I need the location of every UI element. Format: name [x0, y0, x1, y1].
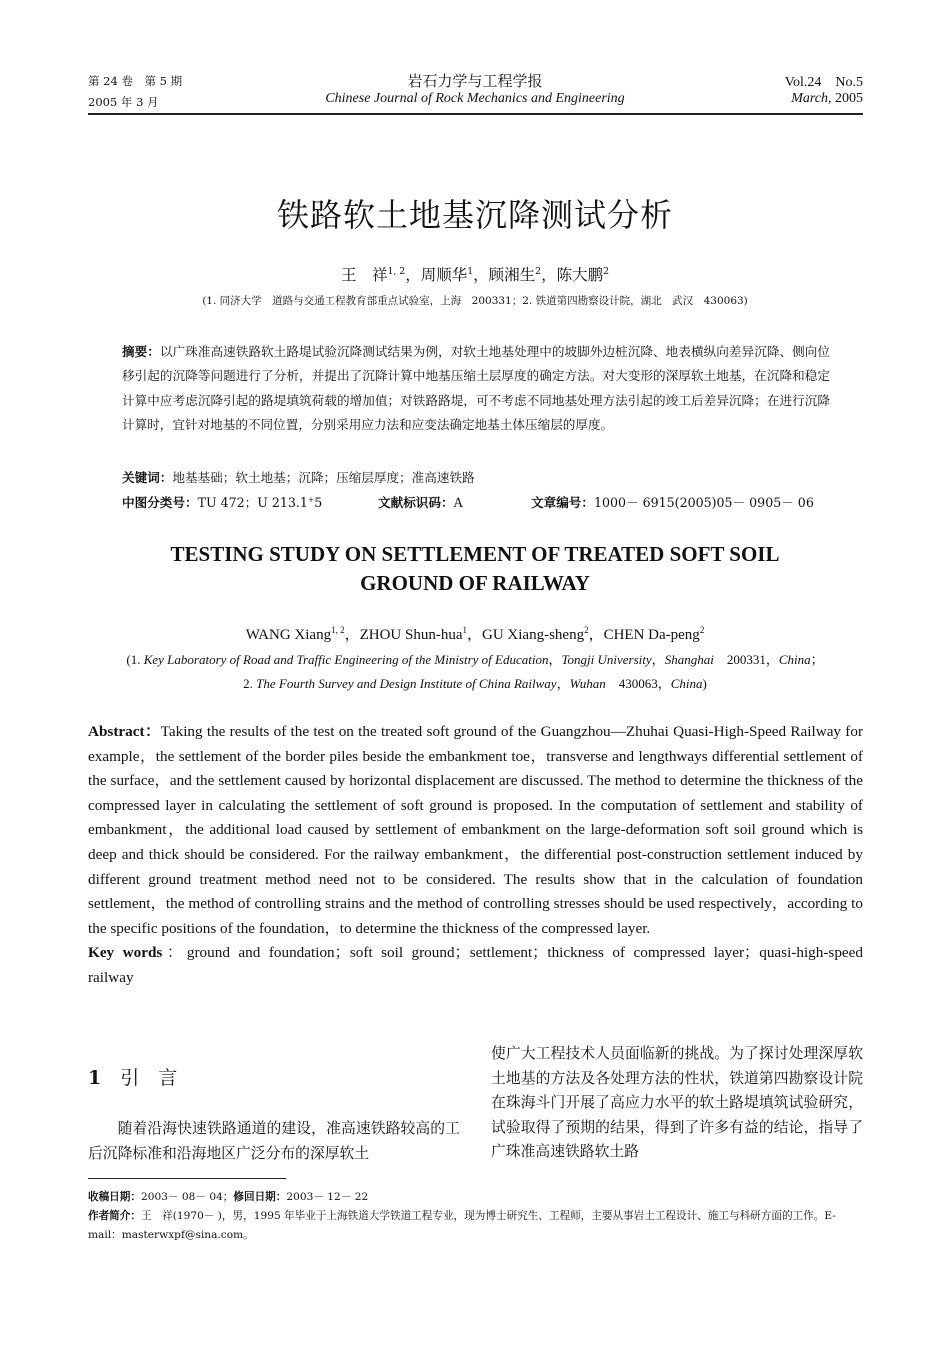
abstract-en	[88, 720, 863, 991]
article-no-value: 1000－ 6915(2005)05－ 0905－ 06	[593, 495, 814, 510]
abstract-en-colon: ：	[144, 723, 161, 740]
author-en-1: WANG Xiang	[245, 627, 332, 643]
author-cn-2-affil: 1	[467, 265, 474, 277]
doc-code-value: A	[453, 495, 463, 510]
affiliation-en-line-2	[0, 672, 950, 696]
doc-code-label: 文献标识码：	[378, 495, 454, 510]
body-left-column	[88, 1117, 460, 1166]
affil-1-country: China	[778, 652, 811, 667]
affil-2-inst: The Fourth Survey and Design Institute of China Railway	[256, 676, 557, 691]
keywords-en-text: ：ground and foundation；soft soil ground；settlement；thickness of compressed layer；quasi-high-speed railway	[88, 944, 864, 986]
author-en-4-affil: 2	[699, 625, 705, 635]
keywords-cn-label: 关键词：	[122, 470, 173, 485]
article-number	[531, 492, 814, 511]
clc-tail: 5	[314, 495, 323, 510]
document-code	[378, 492, 463, 511]
author-en-3-affil: 2	[584, 625, 589, 635]
title-en	[100, 540, 850, 598]
header-journal-en: Chinese Journal of Rock Mechanics and Engineering	[325, 91, 625, 106]
affil-two: 2.	[243, 676, 257, 691]
affiliation-cn: (1. 同济大学 道路与交通工程教育部重点试验室，上海 200331；2. 铁道第四勘察设计院，湖北 武汉 430063)	[202, 295, 748, 307]
affil-sep: ，	[556, 676, 570, 691]
affil-open: (1.	[126, 652, 144, 667]
classification-line	[122, 492, 322, 511]
author-cn-2: ，周顺华	[405, 266, 468, 284]
author-en-3: ，GU Xiang-sheng	[467, 627, 585, 643]
affil-sep: ，	[651, 652, 665, 667]
header-month-en: March	[791, 91, 828, 106]
author-en-2-affil: 1	[462, 625, 467, 635]
article-no-label: 文章编号：	[531, 495, 594, 510]
author-cn-1-affil: 1, 2	[387, 265, 406, 277]
author-cn-4: ，陈大鹏	[541, 266, 604, 284]
header-date-cn: 2005 年 3 月	[88, 95, 159, 109]
bio-label: 作者简介：	[88, 1210, 141, 1222]
keywords-cn-text: 地基基础；软土地基；沉降；压缩层厚度；准高速铁路	[172, 470, 475, 485]
header-rule	[88, 113, 863, 115]
header-volume-issue-cn: 第 24 卷 第 5 期	[88, 74, 183, 88]
author-cn-3-affil: 2	[535, 265, 542, 277]
section-heading	[88, 1063, 177, 1090]
revised-label: 修回日期：	[233, 1191, 287, 1203]
affil-2-country: China	[670, 676, 703, 691]
abstract-en-label: Abstract	[88, 723, 145, 740]
author-en-2: ，ZHOU Shun-hua	[344, 627, 463, 643]
affil-sep: ，	[548, 652, 562, 667]
header-journal-cn: 岩石力学与工程学报	[407, 72, 543, 90]
received-date: 2003－ 08－ 04；	[140, 1191, 234, 1203]
authors-cn	[0, 263, 950, 285]
author-cn-1: 王 祥	[340, 266, 388, 284]
affiliation-en-line-1	[0, 648, 950, 672]
title-en-line-1: TESTING STUDY ON SETTLEMENT OF TREATED SOFT SOIL	[170, 542, 780, 566]
abstract-cn-text: 以广珠准高速铁路软土路堤试验沉降测试结果为例，对软土地基处理中的坡脚外边桩沉降、地表横纵向差异沉降、侧向位移引起的沉降等问题进行了分析，并提出了沉降计算中地基压缩土层厚度的确定方法。对大变形的深厚软土地基，在沉降和稳定计算中应考虑沉降引起的路堤填筑荷载的增加值；对铁路路堤，可不考虑不同地基处理方法引起的竣工后差异沉降；在进行沉降计算时，宜针对地基的不同位置，分别采用应力法和应变法确定地基土体压缩层的厚度。	[122, 344, 831, 433]
bio-text: 王 祥(1970－ )，男，1995 年毕业于上海铁道大学铁道工程专业，现为博士研究生、工程师，主要从事岩土工程设计、施工与科研方面的工作。E-mail：masterwxpf@sina.com。	[88, 1210, 836, 1241]
affil-1-univ: Tongji University	[561, 652, 652, 667]
affil-2-zip: 430063，	[605, 676, 671, 691]
author-en-4: ，CHEN Da-peng	[588, 627, 700, 643]
header-volume-issue-en: Vol.24 No.5	[784, 75, 863, 90]
author-en-1-affil: 1, 2	[331, 625, 345, 635]
affil-1-zip: 200331，	[713, 652, 779, 667]
received-label: 收稿日期：	[88, 1191, 141, 1203]
affil-1-inst: Key Laboratory of Road and Traffic Engineering of the Ministry of Education	[143, 652, 549, 667]
body-paragraph: 随着沿海快速铁路通道的建设，准高速铁路较高的工后沉降标准和沿海地区广泛分布的深厚软土	[88, 1120, 460, 1162]
header-year-en: , 2005	[828, 91, 863, 106]
title-cn: 铁路软土地基沉降测试分析	[276, 196, 673, 234]
author-cn-4-affil: 2	[603, 265, 610, 277]
author-cn-3: ，顾湘生	[473, 266, 536, 284]
abstract-cn	[122, 340, 830, 438]
clc-label: 中图分类号：	[122, 495, 198, 510]
section-number: 1	[88, 1067, 102, 1089]
abstract-en-text: Taking the results of the test on the treated soft ground of the Guangzhou—Zhuhai Quasi-High-Speed Railway for example，the settlement of the border piles beside the embankment toe，transverse and lengthways differential settlement of the surface，and the settlement caused by horizontal displacement are discussed. The method to determine the thickness of the compressed layer in calculating the settlement of soft ground is proposed. In the computation of settlement and stability of embankment，the additional load caused by settlement of embankment on the large-deformation soft soil ground which is deep and thick should be considered. For the railway embankment，the differential post-construction settlement induced by different ground treatment method need not to be considered. The results show that in the calculation of foundation settlement，the method of controlling strains and the method of controlling stresses should be used respectively，according to the specific positions of the foundation，to determine the thickness of the compressed layer.	[88, 723, 863, 937]
keywords-cn	[122, 466, 830, 490]
affil-close: )	[702, 676, 707, 691]
body-right-column	[491, 1042, 863, 1165]
footnote-rule	[88, 1178, 286, 1179]
dates-footnote	[88, 1188, 863, 1207]
affil-semicolon: ；	[810, 652, 824, 667]
footnotes	[88, 1188, 863, 1245]
affiliation-en	[0, 648, 950, 696]
revised-date: 2003－ 12－ 22	[286, 1191, 369, 1203]
affil-2-city: Wuhan	[569, 676, 606, 691]
section-title: 引 言	[120, 1067, 178, 1089]
keywords-en-label: Key words	[88, 944, 163, 962]
clc-sup: +	[307, 494, 315, 504]
abstract-cn-label: 摘要：	[122, 344, 160, 359]
body-paragraph-continued: 使广大工程技术人员面临新的挑战。为了探讨处理深厚软土地基的方法及各处理方法的性状，铁道第四勘察设计院在珠海斗门开展了高应力水平的软土路堤填筑试验研究，试验取得了预期的结果，得到了许多有益的结论，指导了广珠准高速铁路软土路	[491, 1045, 863, 1161]
header-date-en	[791, 91, 863, 107]
title-en-line-2: GROUND OF RAILWAY	[360, 571, 590, 595]
affil-1-city: Shanghai	[664, 652, 714, 667]
authors-en	[0, 623, 950, 644]
clc-code: TU 472；U 213.1	[197, 495, 308, 510]
author-bio-footnote	[88, 1207, 863, 1245]
